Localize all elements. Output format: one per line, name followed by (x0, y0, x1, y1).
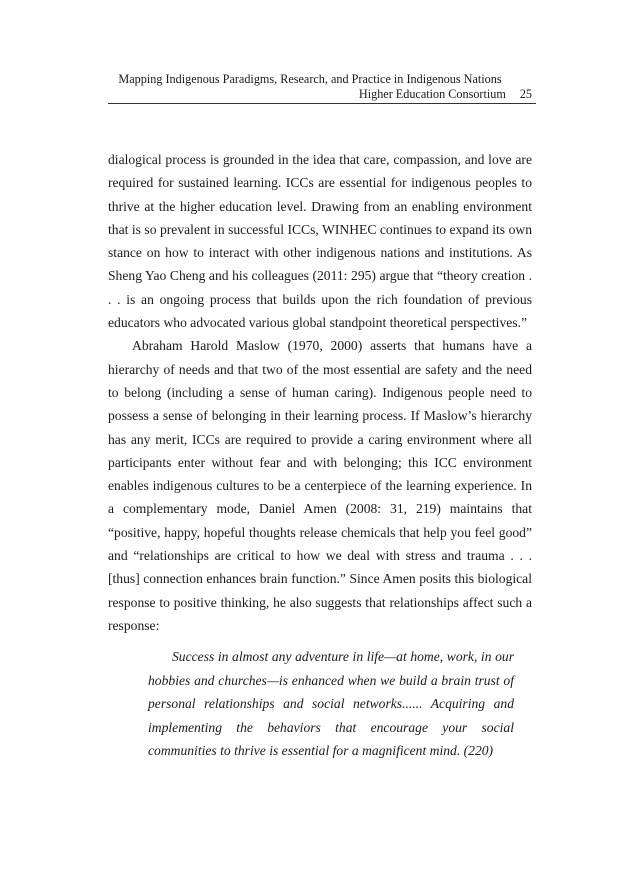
running-header (108, 72, 532, 102)
main-text (108, 148, 532, 637)
body-paragraph-2: Abraham Harold Maslow (1970, 2000) asserts that humans have a hierarchy of needs and that two of the most essential are safety and the need to belong (including a sense of human caring). Indigenous people need to possess a sense of belonging in their learning process. If Maslow’s hierarchy has any merit, ICCs are required to provide a caring environment where all participants enter without fear and with belonging; this ICC environment enables indigenous cultures to be a centerpiece of the learning experience. In a complementary mode, Daniel Amen (2008: 31, 219) maintains that “positive, happy, hopeful thoughts release chemicals that help you feel good” and “relationships are critical to how we deal with stress and trauma . . . [thus] connection enhances brain function.” Since Amen posits this biological response to positive thinking, he also suggests that relationships affect such a response: (108, 338, 532, 633)
header-title-line-1: Mapping Indigenous Paradigms, Research, and Practice in Indigenous Nations (118, 72, 502, 86)
header-divider (108, 103, 536, 104)
page-number: 25 (519, 87, 532, 101)
body-paragraph-1: dialogical process is grounded in the idea that care, compassion, and love are required for sustained learning. ICCs are essential for indigenous peoples to thrive at the higher education level. Drawing from an enabling environment that is so prevalent in successful ICCs, WINHEC continues to expand its own stance on how to interact with other indigenous nations and institutions. As Sheng Yao Cheng and his colleagues (2011: 295) argue that “theory creation . . . is an ongoing process that builds upon the rich foundation of previous educators who advocated various global standpoint theoretical perspectives.” (108, 152, 532, 331)
header-title-continuation: Higher Education Consortium (358, 87, 506, 101)
header-title-line-2 (108, 87, 532, 102)
block-quote: Success in almost any adventure in life—at home, work, in our hobbies and churches—is enhanced when we build a brain trust of personal relationships and social networks...... Acquiring and implementing the behaviors that encourage your social communities to thrive is essential for a magnificent mind. (220) (148, 649, 514, 758)
